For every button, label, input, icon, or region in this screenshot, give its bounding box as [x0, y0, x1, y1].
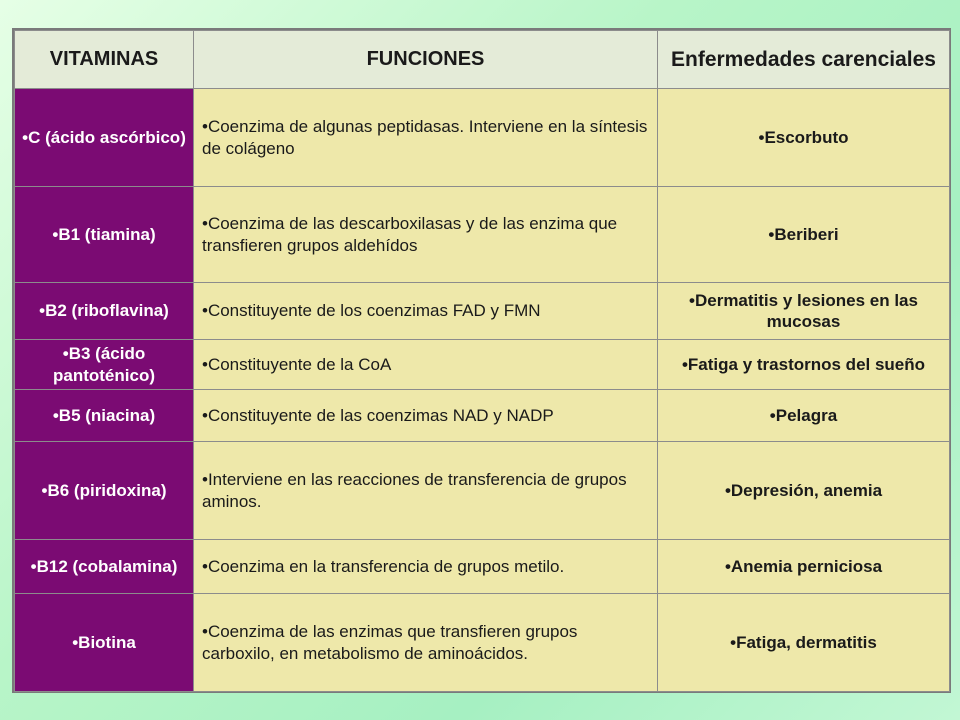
- function-text: • Constituyente de las coenzimas NAD y NADP: [202, 406, 554, 425]
- table-row: [15, 442, 950, 540]
- header-funciones: FUNCIONES: [194, 31, 658, 89]
- disease-cell: [658, 594, 950, 692]
- disease-cell: [658, 340, 950, 390]
- table-row: [15, 340, 950, 390]
- vitamin-name: • B12 (cobalamina): [31, 557, 178, 576]
- table-row: [15, 283, 950, 340]
- vitamin-cell: [15, 340, 194, 390]
- function-cell: [194, 340, 658, 390]
- vitamin-cell: [15, 442, 194, 540]
- function-cell: [194, 390, 658, 442]
- function-cell: [194, 442, 658, 540]
- disease-cell: [658, 442, 950, 540]
- vitamin-name: • C (ácido ascórbico): [22, 128, 186, 147]
- disease-text: • Depresión, anemia: [725, 481, 882, 500]
- function-cell: [194, 594, 658, 692]
- table-header-row: [15, 31, 950, 89]
- vitamin-name: • B5 (niacina): [53, 406, 155, 425]
- table-row: [15, 594, 950, 692]
- disease-text: • Beriberi: [768, 225, 838, 244]
- function-cell: [194, 89, 658, 187]
- vitamin-cell: [15, 594, 194, 692]
- table-row: [15, 187, 950, 283]
- disease-cell: [658, 283, 950, 340]
- disease-cell: [658, 187, 950, 283]
- header-vitaminas: VITAMINAS: [15, 31, 194, 89]
- vitamin-name: • B3 (ácido pantoténico): [53, 344, 155, 384]
- vitamin-cell: [15, 540, 194, 594]
- disease-text: • Dermatitis y lesiones en las mucosas: [689, 291, 918, 331]
- disease-text: • Escorbuto: [758, 128, 848, 147]
- function-cell: [194, 187, 658, 283]
- disease-text: • Anemia perniciosa: [725, 557, 882, 576]
- disease-cell: [658, 390, 950, 442]
- table-row: [15, 89, 950, 187]
- table-row: [15, 540, 950, 594]
- disease-text: • Fatiga y trastornos del sueño: [682, 355, 925, 374]
- vitamins-table: [14, 30, 950, 692]
- disease-text: • Pelagra: [770, 406, 837, 425]
- vitamin-cell: [15, 187, 194, 283]
- table-row: [15, 390, 950, 442]
- function-cell: [194, 283, 658, 340]
- vitamin-name: • B6 (piridoxina): [42, 481, 167, 500]
- disease-cell: [658, 540, 950, 594]
- vitamin-cell: [15, 89, 194, 187]
- function-text: • Coenzima de las enzimas que transfieren grupos carboxilo, en metabolismo de aminoácidos.: [202, 622, 577, 662]
- function-text: • Coenzima de las descarboxilasas y de las enzima que transfieren grupos aldehídos: [202, 214, 617, 254]
- vitamin-name: • Biotina: [72, 633, 136, 652]
- function-text: • Constituyente de los coenzimas FAD y FMN: [202, 301, 541, 320]
- function-cell: [194, 540, 658, 594]
- vitamin-cell: [15, 283, 194, 340]
- function-text: • Interviene en las reacciones de transferencia de grupos aminos.: [202, 470, 627, 510]
- header-enfermedades: Enfermedades carenciales: [658, 31, 950, 89]
- vitamins-table-container: [12, 28, 951, 693]
- vitamin-cell: [15, 390, 194, 442]
- function-text: • Coenzima de algunas peptidasas. Interviene en la síntesis de colágeno: [202, 117, 647, 157]
- function-text: • Coenzima en la transferencia de grupos metilo.: [202, 557, 564, 576]
- function-text: • Constituyente de la CoA: [202, 355, 391, 374]
- disease-text: • Fatiga, dermatitis: [730, 633, 877, 652]
- vitamin-name: • B1 (tiamina): [52, 225, 155, 244]
- disease-cell: [658, 89, 950, 187]
- vitamin-name: • B2 (riboflavina): [39, 301, 169, 320]
